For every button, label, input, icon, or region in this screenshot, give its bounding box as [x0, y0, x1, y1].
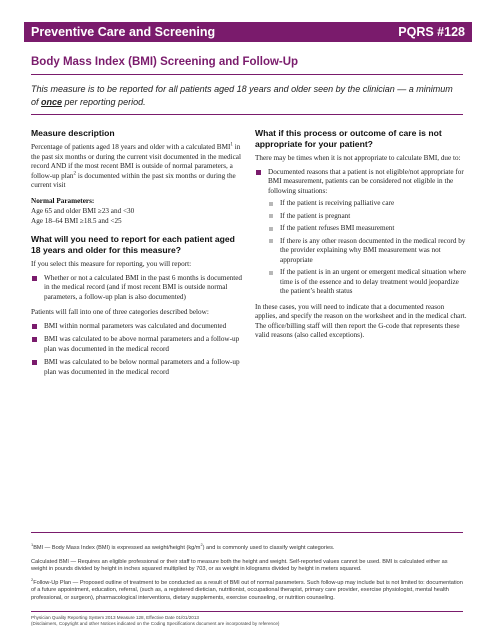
exceptions-intro: There may be times when it is not appropriate to calculate BMI, due to:: [255, 154, 461, 162]
footnote-1-text-a: BMI — Body Mass Index (BMI) is expressed as weight/height (kg/m: [33, 545, 201, 551]
sub-list-item: If there is any other reason documented in the medical record by the provider explaining why BMI measurement was not appropriate: [268, 237, 467, 266]
normal-parameters-heading: Normal Parameters:: [31, 196, 95, 205]
list-item: BMI was calculated to be below normal parameters and a follow-up plan was documented in the medical record: [31, 358, 243, 377]
description-part-a: Percentage of patients aged 18 years and older with a calculated BMI: [31, 143, 231, 151]
report-intro: If you select this measure for reporting, you will report:: [31, 260, 192, 268]
footnotes: [31, 542, 464, 609]
sub-list-item: If the patient is pregnant: [268, 212, 467, 222]
banner-title: Preventive Care and Screening: [31, 25, 216, 39]
sub-list-item: If the patient refuses BMI measurement: [268, 224, 467, 234]
footnote-1-marker: 1: [31, 542, 34, 548]
calculated-bmi-note: Calculated BMI — Requires an eligible professional or their staff to measure both the height and weight. Self-reported values cannot be used. BMI is calculated either as weight in pounds divided by height in inches squared multiplied by 703, or as weight in kilograms divided by height in meters squared.: [31, 558, 448, 573]
exceptions-sublist: [268, 199, 467, 297]
page-footer: [31, 615, 464, 627]
footer-divider: [31, 611, 463, 612]
description-part-c: is documented within the past six months or during the current visit: [31, 171, 236, 189]
categories-intro: Patients will fall into one of three categories described below:: [31, 308, 209, 316]
footnote-2-marker: 2: [31, 576, 34, 582]
description-part-b: in the past six months or during the current visit documented in the medical record AND if the most recent BMI is outside of normal parameters, a follow-up plan: [31, 143, 241, 180]
footnote-ref-1: 1: [230, 142, 233, 148]
right-column: [255, 128, 467, 345]
footnote-1: [31, 542, 464, 553]
list-item: [255, 168, 467, 297]
footer-line-1: Physician Quality Reporting System 2013 Measure 128, Effective Date 01/01/2013: [31, 615, 199, 620]
intro-divider: [31, 114, 463, 115]
page-title: Body Mass Index (BMI) Screening and Follow-Up: [31, 56, 299, 68]
intro-emphasis: once: [41, 97, 63, 107]
report-list: [31, 274, 243, 303]
footnote-1-text-b: ) and is commonly used to classify weight categories.: [202, 545, 335, 551]
footer-line-2: (Disclaimers, Copyright and other Notices indicated on the Coding Specifications document are incorporated by reference): [31, 621, 280, 626]
measure-description: [31, 143, 243, 191]
list-item: Whether or not a calculated BMI in the past 6 months is documented in the medical record (and if most recent BMI is outside normal parameters, a follow-up plan is also documented): [31, 274, 243, 303]
exceptions-bullet-text: Documented reasons that a patient is not eligible/not appropriate for BMI measurement, patients can be considered not eligible in the following situations:: [268, 167, 464, 195]
intro-part-1: This measure is to be reported for all patients aged 18 years and older seen by the clinician — a minimum of: [31, 84, 453, 107]
sub-list-item: If the patient is receiving palliative care: [268, 199, 467, 209]
sub-list-item: If the patient is in an urgent or emergent medical situation where time is of the essence and to delay treatment would jeopardize the patient’s health status: [268, 268, 467, 297]
footnote-2: [31, 576, 464, 603]
list-item: BMI was calculated to be above normal parameters and a follow-up plan was documented in the medical record: [31, 335, 243, 354]
measure-code: PQRS #128: [398, 25, 465, 39]
header-banner: [24, 22, 472, 42]
intro-text: [31, 83, 461, 109]
normal-parameter-65-plus: Age 65 and older BMI ≥23 and <30: [31, 207, 135, 215]
footnote-1-exponent: 2: [200, 542, 203, 548]
footnote-2-text: Follow-Up Plan — Proposed outline of treatment to be conducted as a result of BMI out of normal parameters. Such follow-up may include but is not limited to: documentation of a future appointment, education, referral, (such as, a registered dietician, nutritionist, occupational therapist, primary care provider, exercise physiologist, mental health professional, or surgeon), pharmacological interventions, dietary supplements, exercise counseling, or nutrition counseling.: [31, 579, 463, 601]
exceptions-heading: What if this process or outcome of care is not appropriate for your patient?: [255, 128, 442, 149]
exceptions-list: [255, 168, 467, 297]
footnote-divider: [31, 532, 463, 533]
list-item: BMI within normal parameters was calculated and documented: [31, 322, 243, 332]
categories-list: [31, 322, 243, 378]
report-heading: What will you need to report for each patient aged 18 years and older for this measure?: [31, 234, 235, 255]
title-divider: [31, 74, 463, 75]
left-column: [31, 128, 243, 383]
normal-parameter-18-64: Age 18–64 BMI ≥18.5 and <25: [31, 216, 122, 225]
measure-description-heading: Measure description: [31, 128, 115, 138]
exceptions-closing: In these cases, you will need to indicate that a documented reason applies, and specify the reason on the worksheet and in the medical chart. The office/billing staff will then report the G-code that represents these valid reasons (also called exceptions).: [255, 302, 467, 339]
intro-part-2: per reporting period.: [62, 97, 146, 107]
footnote-ref-2: 2: [73, 171, 77, 177]
